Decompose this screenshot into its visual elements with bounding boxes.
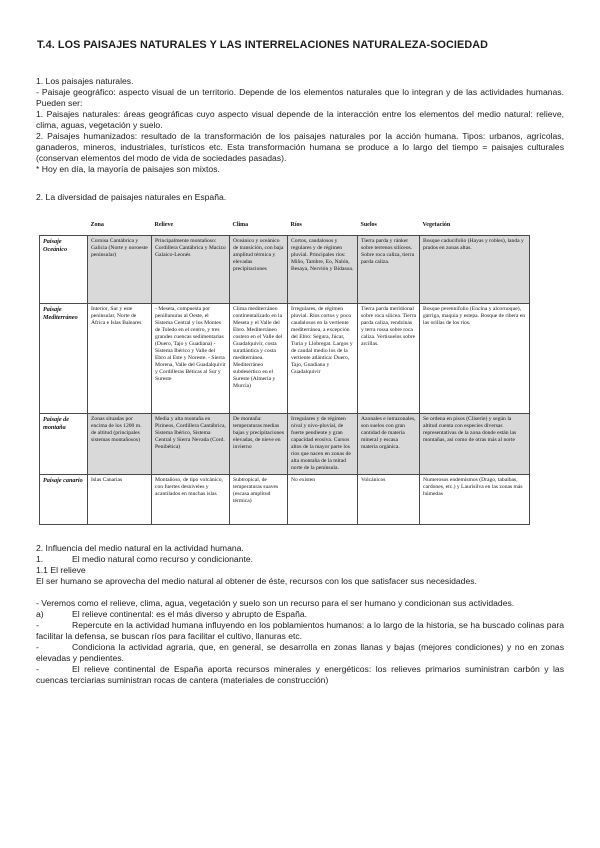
table-row-montana [40, 414, 530, 475]
section4-item-a [36, 609, 564, 620]
row-label: Paisaje canario [40, 475, 88, 525]
cell-vegetacion: Numerosos endemismos (Drago, tabaibas, cardones, etc.) y Laurisilva en las zonas más húmedas [420, 475, 530, 525]
section4-bullet-2 [36, 642, 564, 664]
cell-clima: De montaña: temperaturas medias bajas y precipitaciones elevadas, de nieve en invierno [230, 414, 288, 475]
landscape-table-wrapper [39, 222, 564, 525]
cell-vegetacion: Bosque caducifolio (Hayas y robles), landa y prados en zonas altas. [420, 236, 530, 304]
cell-zona: Interior, Sur y este peninsular, Norte de África e Islas Baleares [88, 304, 152, 414]
section4-bullet-3 [36, 664, 564, 686]
list-marker: - [36, 620, 39, 630]
section4-bullet-2-text: Condiciona la actividad agraria, que, en general, se desarrolla en zonas llanas y bajas (mejores condiciones) y no en zonas elevadas y pendientes. [36, 642, 564, 663]
cell-suelos: Azonales e intrazonales, son suelos con gran cantidad de materia mineral y escasa materia orgánica. [358, 414, 420, 475]
row-label: Paisaje de montaña [40, 414, 88, 475]
list-marker: - [36, 664, 39, 674]
cell-zona: Zonas situadas por encima de los 1200 m. de altitud (principales sistemas montañosos) [88, 414, 152, 475]
section-4 [36, 598, 564, 686]
table-row-mediterraneo [40, 304, 530, 414]
cell-rios: Cortos, caudalosos y regulares y de régimen pluvial. Principales ríos: Miño, Tambre, Eo, Nalón, Besaya, Nervión y Bidasoa. [288, 236, 358, 304]
cell-rios: No existen [288, 475, 358, 525]
cell-relieve: Montañoso, de tipo volcánico, con fuertes desniveles y acantilados en muchas islas [152, 475, 230, 525]
section4-bullet-3-text: El relieve continental de España aporta recursos minerales y energéticos: los relieves primarios suministran carbón y las cuencas terciarias suministran rocas de cantera (materiales de construcción) [36, 664, 564, 685]
table-row-canario [40, 475, 530, 525]
cell-rios: Irregulares y de régimen nival y nivo-pluvial, de fuerte pendiente y gran capacidad erosiva. Cursos altos de la mayor parte los ríos que nacen en zonas de alta montaña de la mitad norte de la península. [288, 414, 358, 475]
section3-item1 [36, 554, 564, 565]
section3-heading: 2. Influencia del medio natural en la actividad humana. [36, 543, 244, 553]
table-row-oceanico [40, 236, 530, 304]
cell-suelos: Tierra parda y ránker sobre terrenos silíceos. Sobre roca caliza, tierra parda caliza. [358, 236, 420, 304]
spacer [36, 175, 564, 192]
spacer [36, 587, 564, 598]
header-zona: Zona [88, 222, 152, 236]
section4-p1: - Veremos como el relieve, clima, agua, vegetación y suelo son un recurso para el ser humano y condicionan sus actividades. [36, 598, 515, 608]
cell-rios: Irregulares, de régimen pluvial. Ríos cortos y poco caudalosos en la vertiente mediterránea, a excepción del Ebro: Segura, Júcar, Turia y Llobregat. Largos y de caudal medio los de la vertiente atlántica: Duero, Tajo, Guadiana y Guadalquivir [288, 304, 358, 414]
header-rios: Ríos [288, 222, 358, 236]
cell-zona: Cornisa Cantábrica y Galicia (Norte y noroeste peninsular) [88, 236, 152, 304]
row-label: Paisaje Oceánico [40, 236, 88, 304]
section-1 [36, 76, 564, 175]
cell-suelos: Tierra parda meridional sobre roca silícea. Tierra parda caliza, rendzinas y terra rossa sobre roca caliza. Vertisuelos sobre arcillas. [358, 304, 420, 414]
section2-heading: 2. La diversidad de paisajes naturales en España. [36, 192, 227, 202]
header-clima: Clima [230, 222, 288, 236]
header-relieve: Relieve [152, 222, 230, 236]
cell-suelos: Volcánicos [358, 475, 420, 525]
cell-zona: Islas Canarias [88, 475, 152, 525]
row-label: Paisaje Mediterráneo [40, 304, 88, 414]
cell-vegetacion: Se ordena en pisos (Cliserie) y según la altitud cuenta con especies diversas representativas de la zona donde están las montañas, así como de otras más al norte [420, 414, 530, 475]
cell-clima: Clima mediterráneo continentalizado en la Meseta y el Valle del Ebro. Mediterráneo costero en el Valle del Guadalquivir, costa suratlántica y costa mediterránea. Mediterráneo subdesértico en el Sureste (Almería y Murcia) [230, 304, 288, 414]
cell-relieve: Media y alta montaña en Pirineos, Cordillera Cantábrica, Sistema Ibérico, Sistema Central y Sierra Nevada (Cord. Penibética) [152, 414, 230, 475]
section1-item2: 2. Paisajes humanizados: resultado de la transformación de los paisajes naturales por la acción humana. Tipos: urbanos, agrícolas, ganaderos, mineros, industriales, turísticos etc. Esta transformación humana se produce a lo largo del tiempo = paisajes culturales (conservan elementos del modo de vida de sociedades pasadas). [36, 131, 564, 163]
cell-relieve: - Meseta, compuesta por penillanuras al Oeste, el Sistema Central y los Montes de Toledo en el centro, y tres grandes cuencas sedimentarias (Duero, Tajo y Guadiana) - Sistema Ibérico y Valle del Ebro al Este y Noreste. - Sierra Morena, Valle del Guadalquivir y Cordilleras Béticas al Sur y Sureste [152, 304, 230, 414]
section3-subheading: 1.1 El relieve [36, 565, 86, 575]
section1-item1: 1. Paisajes naturales: áreas geográficas cuyo aspecto visual depende de la interacción entre los elementos del medio natural: relieve, clima, aguas, vegetación y suelo. [36, 109, 564, 130]
header-suelos: Suelos [358, 222, 420, 236]
list-marker: 1. [36, 554, 44, 564]
cell-relieve: Principalmente montañoso: Cordillera Cantábrica y Macizo Galaico-Leonés [152, 236, 230, 304]
list-marker: - [36, 642, 39, 652]
section-3 [36, 543, 564, 587]
section3-p1: El ser humano se aprovecha del medio natural al obtener de éste, recursos con los que satisfacer sus necesidades. [36, 576, 477, 586]
section4-item-a-text: El relieve continental: es el más diverso y abrupto de España. [72, 609, 308, 619]
section3-item1-text: El medio natural como recurso y condicionante. [72, 554, 254, 564]
cell-clima: Oceánico y oceánico de transición, con baja amplitud térmica y elevadas precipitaciones [230, 236, 288, 304]
section1-note: * Hoy en día, la mayoría de paisajes son mixtos. [36, 164, 220, 174]
landscape-table [39, 222, 530, 525]
header-vegetacion: Vegetación [420, 222, 530, 236]
cell-clima: Subtropical, de temperaturas suaves (escasa amplitud térmica) [230, 475, 288, 525]
list-marker: a) [36, 609, 44, 619]
section4-bullet-1-text: Repercute en la actividad humana influyendo en los poblamientos humanos: a lo largo de la historia, se ha buscado colinas para facilitar la defensa, se buscan ríos para facilitar el cultivo, llanuras etc. [36, 620, 564, 641]
section4-bullet-1 [36, 620, 564, 642]
document-title: T.4. LOS PAISAJES NATURALES Y LAS INTERRELACIONES NATURALEZA-SOCIEDAD [37, 39, 489, 51]
header-empty [40, 222, 88, 236]
section1-heading: 1. Los paisajes naturales. [36, 76, 134, 86]
table-header-row [40, 222, 530, 236]
section1-intro: - Paisaje geográfico: aspecto visual de un territorio. Depende de los elementos naturales que lo integran y de las actividades humanas. Pueden ser: [36, 87, 564, 108]
cell-vegetacion: Bosque perennifolio (Encina y alcornoque), garriga, maquia y estepa. Bosque de ribera en las orillas de los ríos. [420, 304, 530, 414]
